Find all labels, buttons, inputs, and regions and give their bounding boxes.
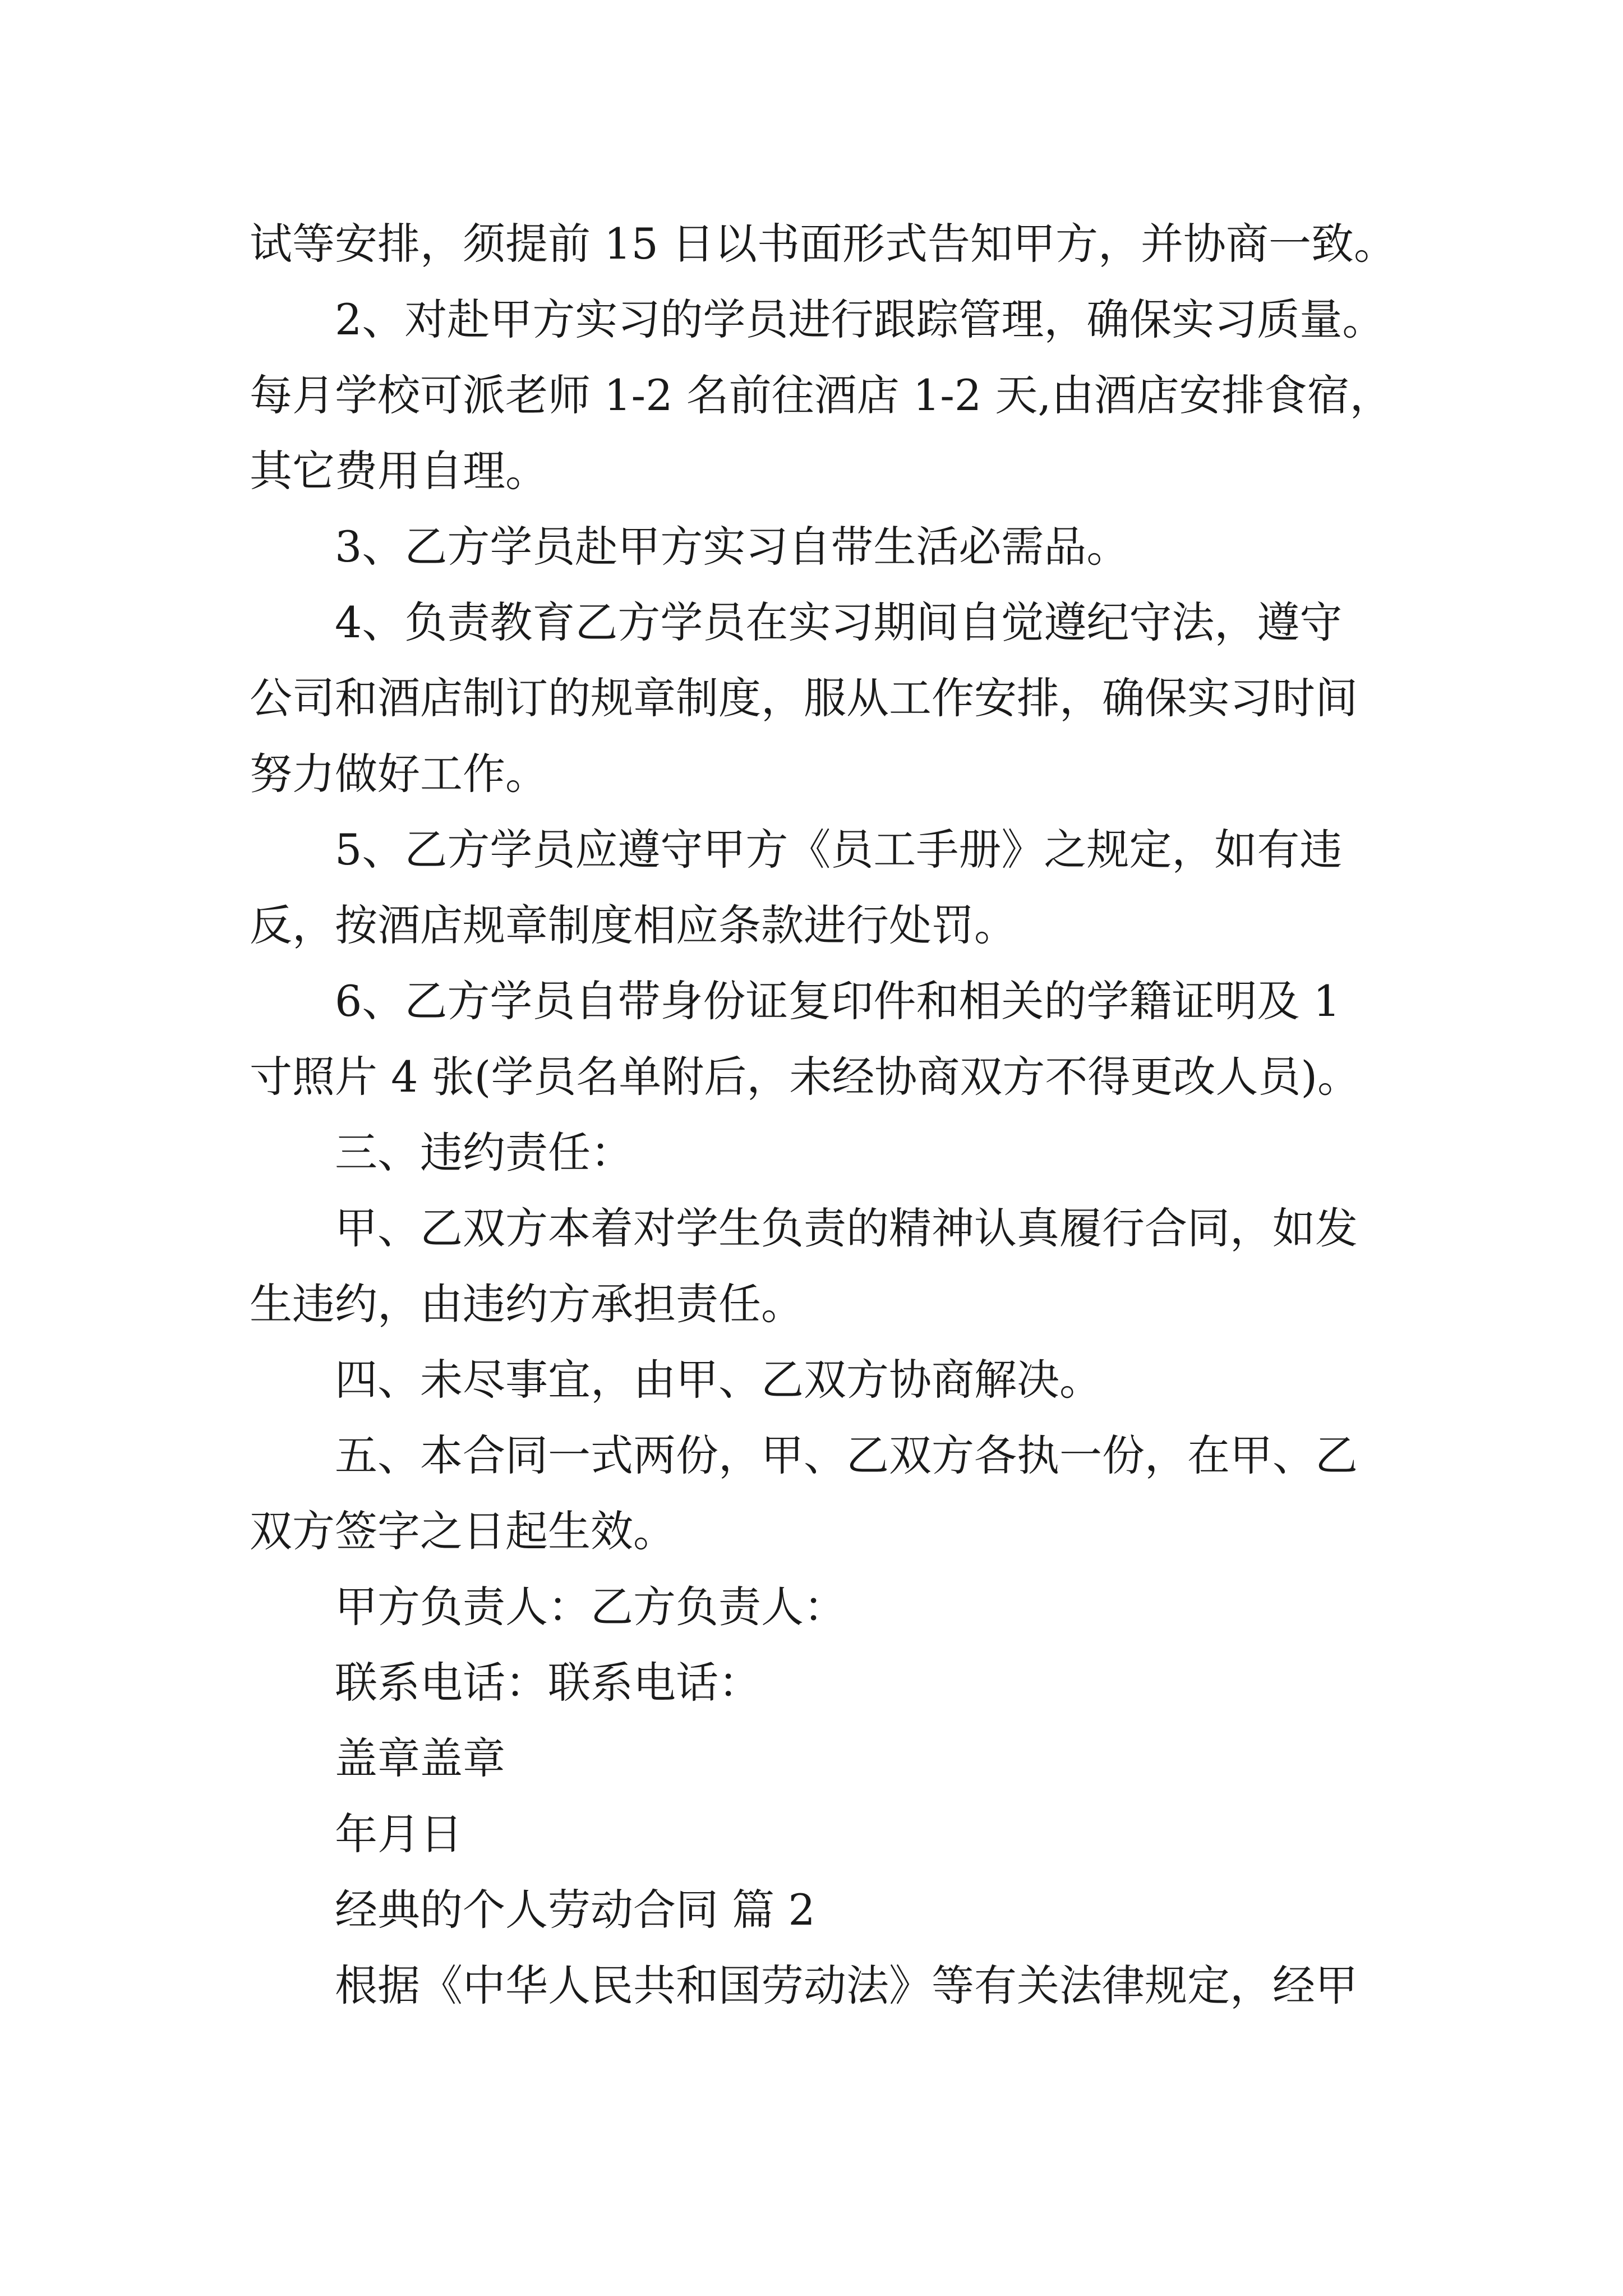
text-line-16: 四、未尽事宜，由甲、乙双方协商解决。: [335, 1355, 1102, 1405]
text-line-14: 甲、乙双方本着对学生负责的精神认真履行合同，如发: [335, 1203, 1358, 1253]
text-line-3: 每月学校可派老师 1-2 名前往酒店 1-2 天,由酒店安排食宿，: [250, 370, 1393, 420]
text-line-20: 联系电话：联系电话：: [335, 1658, 761, 1708]
text-line-11: 6、乙方学员自带身份证复印件和相关的学籍证明及 1: [335, 976, 1340, 1026]
text-line-1: 试等安排，须提前 15 日以书面形式告知甲方，并协商一致。: [250, 219, 1397, 269]
text-line-13: 三、违约责任：: [335, 1128, 633, 1177]
text-line-2: 2、对赴甲方实习的学员进行跟踪管理，确保实习质量。: [335, 295, 1385, 344]
text-line-6: 4、负责教育乙方学员在实习期间自觉遵纪守法，遵守: [335, 597, 1343, 647]
text-line-18: 双方签字之日起生效。: [250, 1506, 676, 1556]
text-line-12: 寸照片 4 张(学员名单附后，未经协商双方不得更改人员)。: [250, 1052, 1360, 1102]
text-line-7: 公司和酒店制订的规章制度，服从工作安排，确保实习时间: [250, 673, 1358, 723]
text-line-24: 根据《中华人民共和国劳动法》等有关法律规定，经甲: [335, 1961, 1358, 2010]
text-line-9: 5、乙方学员应遵守甲方《员工手册》之规定，如有违: [335, 825, 1343, 875]
text-line-8: 努力做好工作。: [250, 749, 548, 799]
text-line-5: 3、乙方学员赴甲方实习自带生活必需品。: [335, 522, 1129, 572]
text-line-10: 反，按酒店规章制度相应条款进行处罚。: [250, 900, 1017, 950]
text-line-17: 五、本合同一式两份，甲、乙双方各执一份，在甲、乙: [335, 1430, 1358, 1480]
text-line-22: 年月日: [335, 1809, 463, 1859]
section-heading: 经典的个人劳动合同 篇 2: [335, 1885, 815, 1935]
text-line-4: 其它费用自理。: [250, 446, 548, 496]
text-line-19: 甲方负责人：乙方负责人：: [335, 1582, 846, 1632]
text-line-15: 生违约，由违约方承担责任。: [250, 1279, 804, 1329]
text-line-21: 盖章盖章: [335, 1733, 505, 1783]
